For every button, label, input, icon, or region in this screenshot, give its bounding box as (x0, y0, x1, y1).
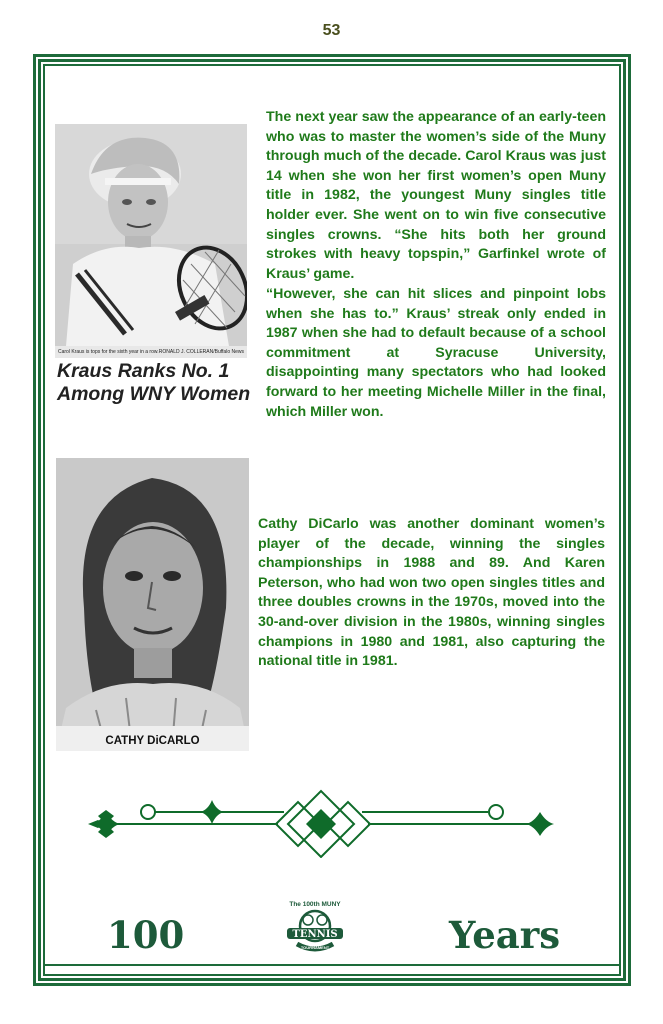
photo-caption-text: Carol Kraus is tops for the sixth year in a row. (58, 349, 159, 355)
paragraph-cathy-dicarlo: Cathy DiCarlo was another dominant women’s player of the decade, winning the singles championships in 1988 and 89. And Karen Peterson, who had won two open singles titles and three doubles crowns in the 1970s, moved into the 30-and-over division in the 1980s, winning singles champions in 1980 and 1981, also capturing the national title in 1981. (258, 516, 605, 670)
footer-years-text: Years (449, 913, 561, 957)
newspaper-headline (57, 360, 252, 406)
headline-line-1: Kraus Ranks No. 1 (57, 360, 230, 382)
ornamental-divider (88, 786, 558, 858)
carol-kraus-photo-caption (58, 349, 244, 355)
cathy-dicarlo-photo-label: CATHY DiCARLO (105, 735, 200, 747)
footer-number: 100 (107, 913, 185, 957)
cathy-dicarlo-photo (56, 458, 249, 751)
tennis-tournament-logo (279, 898, 351, 956)
logo-main-text: TENNIS (292, 929, 338, 940)
logo-top-text: The 100th MUNY (289, 901, 341, 908)
photo-credit: RONALD J. COLLERAN/Buffalo News (158, 349, 244, 355)
page-number: 53 (322, 22, 341, 39)
paragraph-carol-kraus-streak: “However, she can hit slices and pinpoint lobs when she has to.” Kraus’ streak only ended in 1987 when she had to default because of a school commitment at Syracuse University, disappointing many spectators who had looked forward to her meeting Michelle Miller in the final, which Miller won. (266, 286, 606, 420)
carol-kraus-photo (55, 124, 247, 358)
logo-bottom-text: TOURNAMENT (300, 945, 330, 950)
page-border-bottom-band (43, 964, 621, 976)
headline-line-2: Among WNY Women (57, 383, 251, 405)
paragraph-carol-kraus-intro: The next year saw the appearance of an early-teen who was to master the women’s side of the Muny through much of the decade. Carol Kraus was just 14 when she won her first women’s open Muny title in 1982, the youngest Muny singles title holder ever. She went on to win five consecutive singles crowns. “She hits both her ground strokes with heavy topspin,” Garfinkel wrote of Kraus’ game. (266, 109, 606, 282)
